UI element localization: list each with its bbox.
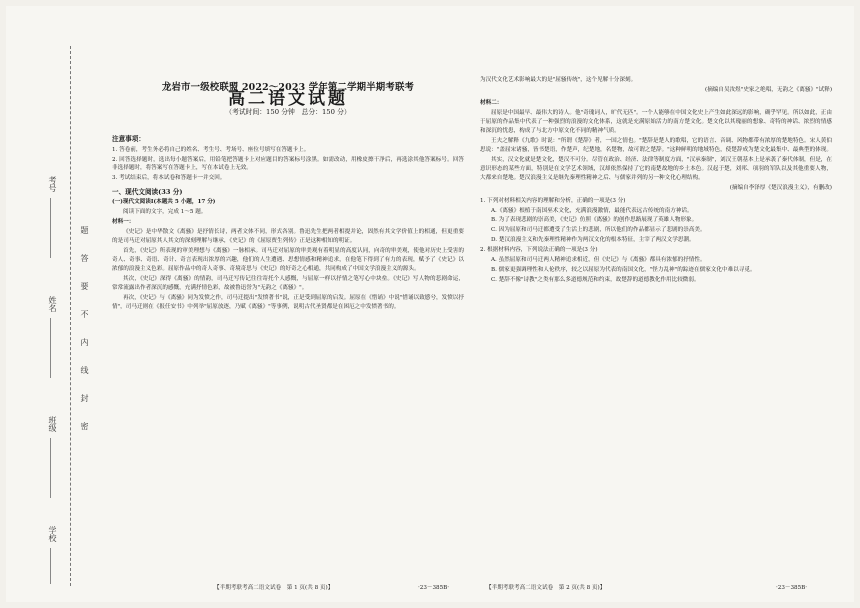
paragraph: 王夫之解释《九歌》时说："所谓《楚辞》者，一国之情也。"楚辞是楚人的歌唱，它的语言、音调、风物都带有浓厚的楚地特色。宋人黄伯思说："盖屈宋诸骚，皆书楚语，作楚声，纪楚地，名楚物，故可谓之楚辞。"这种鲜明的地域特色，使楚辞成为楚文化最集中、最典型的体现。: [480, 137, 832, 153]
banji-label: 班级: [48, 416, 57, 432]
paragraph: 屈原是中国最早、最伟大的诗人。他"奇瑰词人，旷代无匹"。一个人能够在中国文化史上产生如此深远的影响，确乎罕见。所以如此，正由于屈原的作品集中代表了一种强烈的浪漫的文化体系，这就是充满原始活力的南方楚文化。楚文化以其瑰丽的想象、奇特的神话、浓烈的情感和深沉的忧患，构成了与北方中原文化不同的精神气质。: [480, 109, 832, 134]
subsection-heading: (一)现代文阅读Ⅰ(本题共 5 小题，17 分): [112, 199, 216, 206]
option: B. 为了表现悲剧的崇高美，《史记》仿照《离骚》的创作思路展现了英雄人物形象。: [491, 217, 698, 224]
xingming-label: 姓名: [48, 296, 57, 312]
kaohao-label: 考号: [48, 176, 57, 192]
banji-blank: [50, 438, 51, 498]
footer-left-code: ·23－385B·: [418, 585, 450, 591]
exam-info: （考试时间：150 分钟 总分：150 分）: [225, 107, 351, 116]
option: A.《离骚》根植于南国巫术文化，充满浪漫激情，最能代表远古传统的南方神话。: [491, 207, 693, 214]
seal-char-nei: 内: [80, 338, 89, 346]
paragraph: 其次，《史记》深得《离骚》的情韵，司马迁写传记往往寄托个人感慨，与屈原一样以抒情之笔写心中块垒。《史记》写人物的悲剧命运，常常流露出作者深沉的感慨，充满抒情色彩，故被鲁迅誉为"无韵之《离骚》"。: [112, 275, 464, 291]
paragraph: 其实，汉文化就是楚文化，楚汉不可分。尽管在政治、经济、法律等制度方面，"汉承秦制"，刘汉王朝基本上是承袭了秦代体制，但是，在意识形态的某些方面，特别是在文学艺术领域，汉却依然保持了它的南楚故地的乡土本色。汉起于楚，刘邦、项羽的军队以及其他重要人物，大都来自楚地。楚汉浪漫主义是继先秦理性精神之后、与儒家并列的另一种文化心理结构。: [480, 156, 832, 181]
option: B. 儒家更强调理性和人伦秩序，较之以屈原为代表的南国文化，"怪力乱神"的踪迹在儒家文化中难以寻觅。: [491, 266, 756, 273]
xuexiao-label: 学校: [48, 526, 57, 542]
seal-char-da: 答: [80, 254, 89, 262]
seal-char-feng: 封: [80, 394, 89, 402]
material-heading: 材料一：: [112, 219, 135, 226]
xingming-blank: [50, 318, 51, 378]
exam-subject-title: 高二语文试题: [228, 88, 348, 109]
footer-right-code: ·23－385B·: [776, 585, 808, 591]
note-item: 3. 考试结束后，将本试卷和答题卡一并交回。: [112, 175, 226, 182]
option: C. 因为屈原和司马迁都遭受了生活上的悲剧，所以他们的作品都显示了悲剧的崇高美。: [491, 227, 706, 234]
question-1: 1. 下列对材料相关内容的理解和分析，正确的一项是(3 分): [480, 197, 626, 204]
paragraph: 首先，《史记》所表现的审美理想与《离骚》一脉相承。司马迁对屈原的审美观有着明显的高度认同，向奇的审美观，使他对历史上受害的奇人、奇事、奇语、奇计、奇言表现出浓厚的兴趣，他们的人生遭遇、思想情感和精神追求，在他笔下得到了有力的表现，赋予了《史记》以浓郁的浪漫主义色彩。屈原作品中的奇人奇事、奇境奇思与《史记》的好奇之心相通，共同构成了中国文学浪漫主义的源头。: [112, 248, 464, 272]
seal-char-mi: 密: [80, 422, 89, 430]
exam-sheet: [6, 6, 854, 602]
note-item: 2. 回答选择题时，选出每小题答案后，用铅笔把答题卡上对应题目的答案标号涂黑。如需改动，用橡皮擦干净后，再选涂其他答案标号。回答非选择题时，将答案写在答题卡上，写在本试卷上无效。: [112, 156, 464, 172]
seal-char-ti: 题: [80, 226, 89, 234]
exam-title-line: 龙岩市一级校联盟 2022～2023 学年第二学期半期考联考: [161, 82, 415, 93]
paragraph: 《史记》是中华散文《离骚》是抒情长诗，两者文体不同，形式各别。鲁迅先生把两者相提并论，固然有其文学价值上的相通，但更重要的是司马迁对屈原其人其文的深刻理解与继承，《史记》的《屈原贾生列传》正是这种相知的明证。: [112, 229, 464, 244]
material-heading: 材料二：: [480, 100, 503, 106]
option: A. 虽然屈原和司马迁两人精神追求相近，但《史记》与《离骚》都具有浓郁的抒情性。: [491, 257, 706, 264]
seal-char-yao: 要: [80, 282, 89, 290]
paragraph: 再次，《史记》与《离骚》同为发愤之作，司马迁提出"发愤著书"说，正是受到屈原的启发。屈原在《惜诵》中说"惜诵以致愍兮，发愤以抒情"，司马迁则在《报任安书》中列举"屈原放逐，乃赋《离骚》"等事例，说明古代圣贤都是在困厄之中发愤著书的。: [112, 294, 464, 310]
footer-left: 【半期考联考高二语文试卷 第 1 页(共 8 页)】: [214, 585, 334, 591]
question-2: 2. 根据材料内容，下列说法正确的一项是(3 分): [480, 247, 598, 254]
source-citation: (摘编自李泽厚《楚汉浪漫主义》，有删改): [729, 184, 832, 191]
right-column: [480, 76, 832, 286]
seal-char-xian: 线: [80, 366, 89, 374]
xuexiao-blank: [50, 548, 51, 584]
instruction: 阅读下面的文字，完成 1～5 题。: [123, 209, 207, 216]
note-item: 1. 答卷前，考生务必将自己的姓名、考生号、考场号、座位号填写在答题卡上。: [112, 146, 310, 153]
section-heading: 一、现代文阅读(33 分): [112, 188, 183, 197]
notes-heading: 注意事项：: [112, 134, 145, 143]
seal-char-bu: 不: [80, 310, 89, 318]
seal-line: [70, 46, 71, 586]
option: C. 楚辞不像"诗教"之类有那么多道德规范和约束，故楚辞的道德教化作用比较微弱。: [491, 276, 700, 283]
option: D. 楚汉浪漫主义和先秦理性精神作为两汉文化的根本特征，主宰了两汉文学思潮。: [491, 237, 695, 244]
left-column: [112, 76, 464, 313]
paragraph: 为汉代文化艺术影响最大的是"屈骚传统"，这个见解十分深刻。: [480, 77, 637, 83]
footer-right: 【半期考联考高二语文试卷 第 2 页(共 8 页)】: [486, 585, 606, 591]
kaohao-blank: [50, 198, 51, 258]
binding-margin: [30, 46, 100, 586]
source-citation: (摘编自吴汝煜"史家之绝唱，无韵之《离骚》"试释): [705, 87, 832, 94]
